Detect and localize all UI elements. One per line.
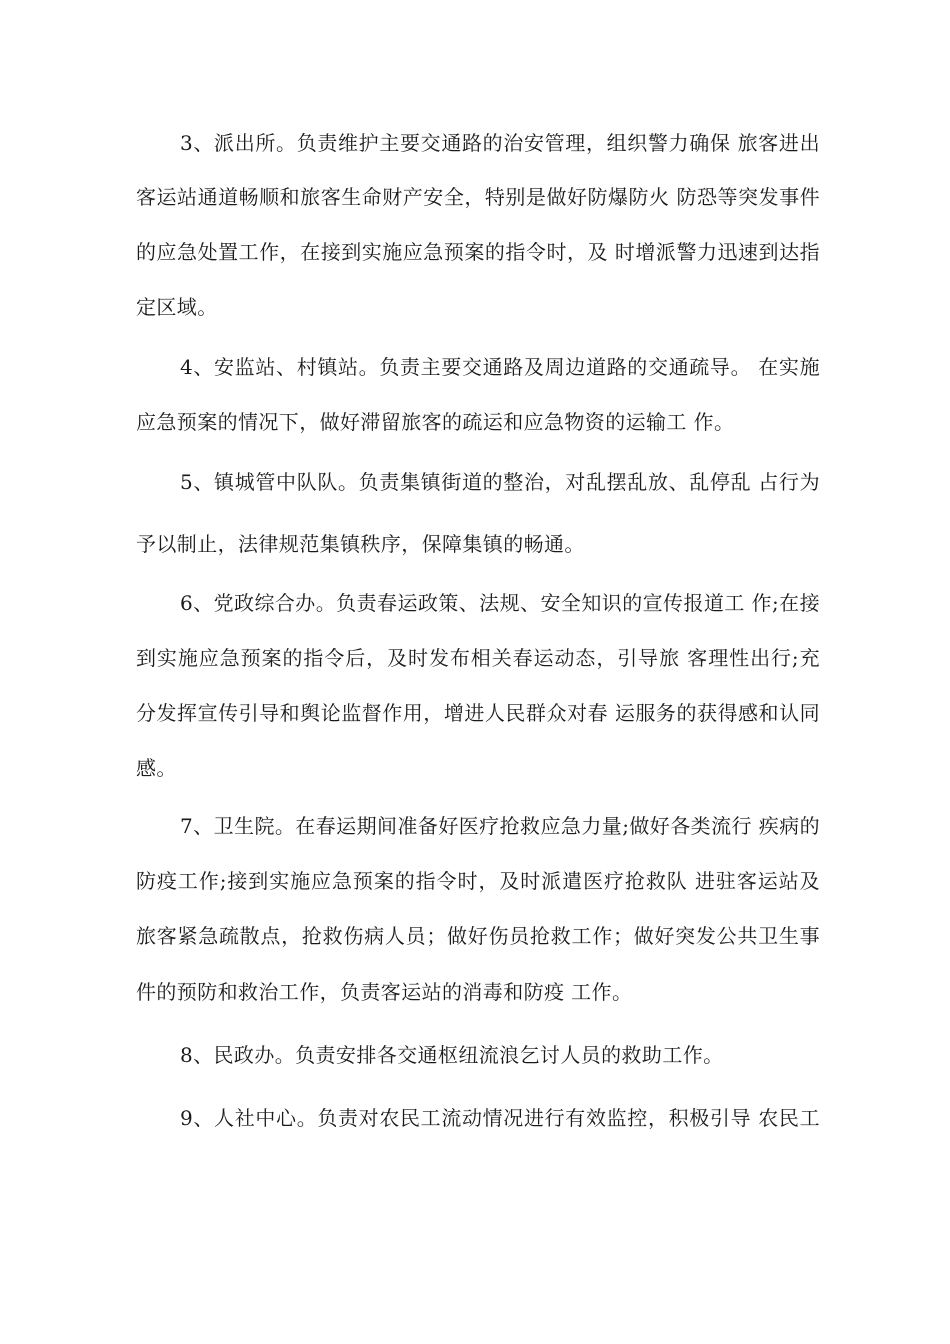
paragraph-6-line-1: 6、党政综合办。负责春运政策、法规、安全知识的宣传报道工 作;在接	[180, 591, 820, 615]
paragraph-9-line-1: 9、人社中心。负责对农民工流动情况进行有效监控，积极引导 农民工	[180, 1106, 820, 1130]
paragraph-6-line-3: 分发挥宣传引导和舆论监督作用，增进人民群众对春 运服务的获得感和认同	[136, 701, 820, 725]
paragraph-3-line-3: 的应急处置工作，在接到实施应急预案的指令时，及 时增派警力迅速到达指	[136, 240, 820, 264]
paragraph-3-line-4: 定区域。	[136, 295, 218, 319]
paragraph-7-line-4: 件的预防和救治工作，负责客运站的消毒和防疫 工作。	[136, 980, 633, 1004]
paragraph-8-line-1: 8、民政办。负责安排各交通枢纽流浪乞讨人员的救助工作。	[180, 1043, 724, 1067]
paragraph-3-line-2: 客运站通道畅顺和旅客生命财产安全，特别是做好防爆防火 防恐等突发事件	[136, 185, 820, 209]
paragraph-3-line-1: 3、派出所。负责维护主要交通路的治安管理，组织警力确保 旅客进出	[180, 131, 820, 155]
paragraph-5-line-1: 5、镇城管中队队。负责集镇街道的整治，对乱摆乱放、乱停乱 占行为	[180, 470, 820, 494]
paragraph-7-line-2: 防疫工作;接到实施应急预案的指令时，及时派遣医疗抢救队 进驻客运站及	[136, 869, 820, 893]
paragraph-6-line-4: 感。	[136, 756, 177, 780]
paragraph-4-line-1: 4、安监站、村镇站。负责主要交通路及周边道路的交通疏导。 在实施	[180, 355, 820, 379]
paragraph-7-line-1: 7、卫生院。在春运期间准备好医疗抢救应急力量;做好各类流行 疾病的	[180, 814, 820, 838]
paragraph-5-line-2: 予以制止，法律规范集镇秩序，保障集镇的畅通。	[136, 532, 585, 556]
paragraph-4-line-2: 应急预案的情况下，做好滞留旅客的疏运和应急物资的运输工 作。	[136, 410, 735, 434]
paragraph-7-line-3: 旅客紧急疏散点，抢救伤病人员；做好伤员抢救工作；做好突发公共卫生事	[136, 924, 820, 948]
paragraph-6-line-2: 到实施应急预案的指令后，及时发布相关春运动态，引导旅 客理性出行;充	[136, 646, 820, 670]
